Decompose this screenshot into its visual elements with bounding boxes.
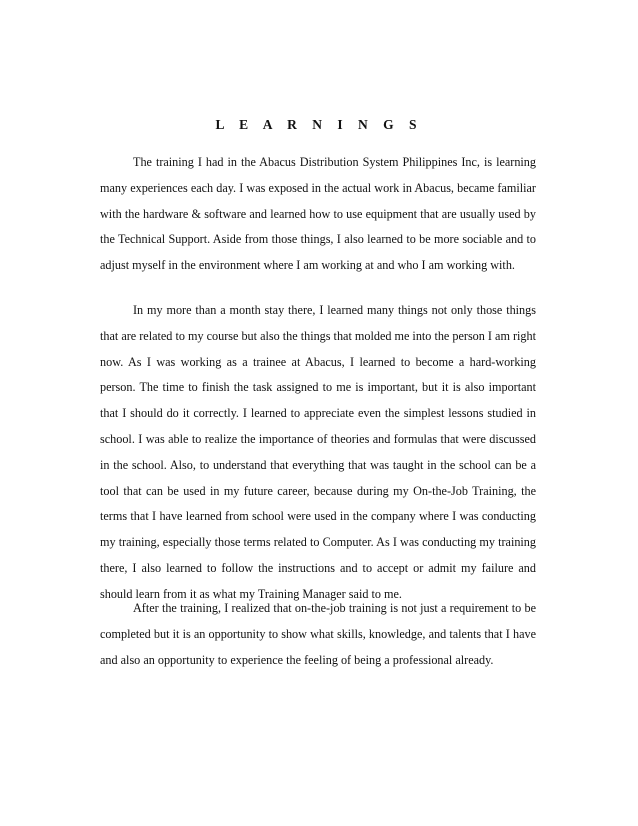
paragraph-3: After the training, I realized that on-the-job training is not just a requirement to be completed but it is an opportunity to show what skills, knowledge, and talents that I have and also an opportunity to experience the feeling of being a professional already. — [100, 601, 536, 667]
paragraph-2: In my more than a month stay there, I learned many things not only those things that are related to my course but also the things that molded me into the person I am right now. As I was working as a trainee at Abacus, I learned to become a hard-working person. The time to finish the task assigned to me is important, but it is also important that I should do it correctly. I learned to appreciate even the simplest lessons studied in school. I was able to realize the importance of theories and formulas that were discussed in the school. Also, to understand that everything that was taught in the school can be a tool that can be used in my future career, because during my On-the-Job Training, the terms that I have learned from school were used in the company where I was conducting my training, especially those terms related to Computer. As I was conducting my training there, I also learned to follow the instructions and to accept or admit my failure and should learn from it as what my Training Manager said to me. — [100, 303, 536, 601]
paragraph-1: The training I had in the Abacus Distribution System Philippines Inc, is learning many experiences each day. I was exposed in the actual work in Abacus, became familiar with the hardware & software and learned how to use equipment that are usually used by the Technical Support. Aside from those things, I also learned to be more sociable and to adjust myself in the environment where I am working at and who I am working with. — [100, 155, 536, 273]
document-title: L E A R N I N G S — [215, 117, 423, 132]
